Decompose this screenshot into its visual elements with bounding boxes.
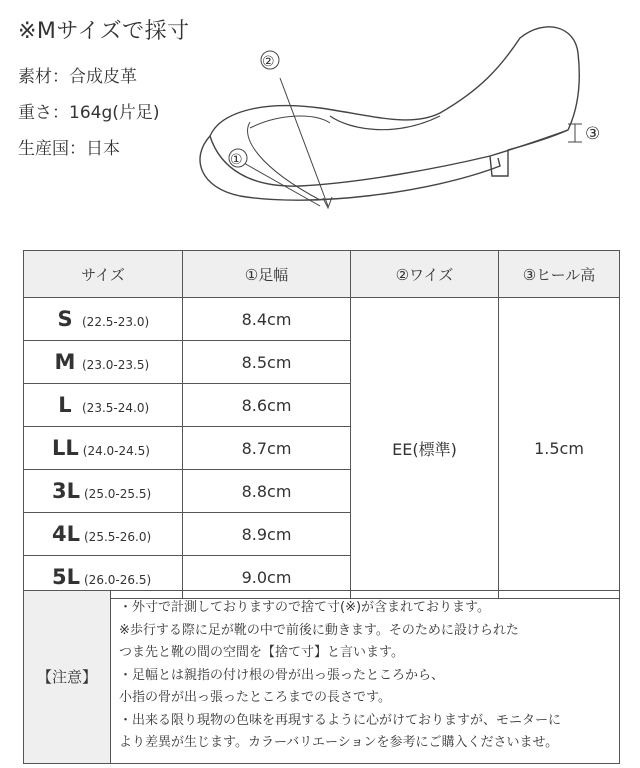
foot-width-value: 8.9cm bbox=[183, 513, 351, 556]
page-header: ※Mサイズで採寸 bbox=[18, 19, 190, 44]
header-foot-width: ①足幅 bbox=[183, 251, 351, 298]
notes-line: つま先と靴の間の空間を【捨て寸】と言います。 bbox=[119, 645, 404, 660]
measure-line-2 bbox=[280, 78, 328, 206]
header-heel: ③ヒール高 bbox=[499, 251, 620, 298]
notes-table bbox=[23, 590, 620, 764]
size-range: (25.0-25.5) bbox=[84, 487, 152, 501]
size-label: M bbox=[54, 350, 76, 374]
spec-origin: 生産国：日本 bbox=[18, 139, 120, 159]
shoe-toecap bbox=[250, 116, 330, 128]
size-label: 4L bbox=[52, 522, 80, 546]
foot-width-value: 8.7cm bbox=[183, 427, 351, 470]
header-size: サイズ bbox=[24, 251, 183, 298]
size-range: (25.5-26.0) bbox=[84, 530, 152, 544]
notes-line: ・出来る限り現物の色味を再現するように心がけておりますが、モニターに bbox=[119, 712, 562, 728]
diagram-label-1: ① bbox=[230, 152, 243, 168]
heel-value: 1.5cm bbox=[499, 298, 620, 599]
foot-width-value: 9.0cm bbox=[183, 556, 351, 599]
diagram-label-3: ③ bbox=[585, 124, 601, 144]
measure-curve bbox=[248, 122, 320, 200]
notes-line: ・足幅とは親指の付け根の骨が出っ張ったところから、 bbox=[119, 667, 445, 683]
spec-weight: 重さ：164g(片足) bbox=[18, 103, 160, 123]
notes-line: 小指の骨が出っ張ったところまでの長さです。 bbox=[119, 690, 391, 705]
size-label: L bbox=[58, 393, 72, 417]
size-label: 3L bbox=[52, 479, 80, 503]
shoe-sole bbox=[200, 136, 500, 200]
foot-width-value: 8.5cm bbox=[183, 341, 351, 384]
foot-width-value: 8.4cm bbox=[183, 298, 351, 341]
notes-line: ・外寸で計測しておりますので捨て寸(※)が含まれております。 bbox=[119, 600, 490, 615]
header-wise: ②ワイズ bbox=[351, 251, 499, 298]
notes-line: より差異が生じます。カラーバリエーションを参考にご購入くださいませ。 bbox=[119, 735, 559, 750]
size-range: (23.5-24.0) bbox=[82, 401, 150, 415]
notes-line: ※歩行する際に足が靴の中で前後に動きます。そのために設けられた bbox=[119, 622, 519, 638]
foot-width-value: 8.6cm bbox=[183, 384, 351, 427]
shoe-illustration bbox=[180, 18, 620, 218]
notes-body bbox=[111, 591, 620, 764]
size-range: (24.0-24.5) bbox=[82, 444, 150, 458]
size-range: (26.0-26.5) bbox=[84, 573, 152, 587]
foot-width-value: 8.8cm bbox=[183, 470, 351, 513]
diagram-label-2: ② bbox=[262, 54, 275, 70]
table-row bbox=[24, 298, 620, 341]
size-label: LL bbox=[52, 436, 79, 460]
size-label: 5L bbox=[52, 565, 80, 589]
notes-label: 【注意】 bbox=[24, 591, 111, 764]
spec-material: 素材：合成皮革 bbox=[18, 67, 137, 87]
size-range: (22.5-23.0) bbox=[82, 315, 150, 329]
size-table bbox=[23, 250, 620, 599]
size-range: (23.0-23.5) bbox=[82, 358, 150, 372]
wise-value: EE(標準) bbox=[351, 298, 499, 599]
size-label: S bbox=[57, 307, 73, 331]
